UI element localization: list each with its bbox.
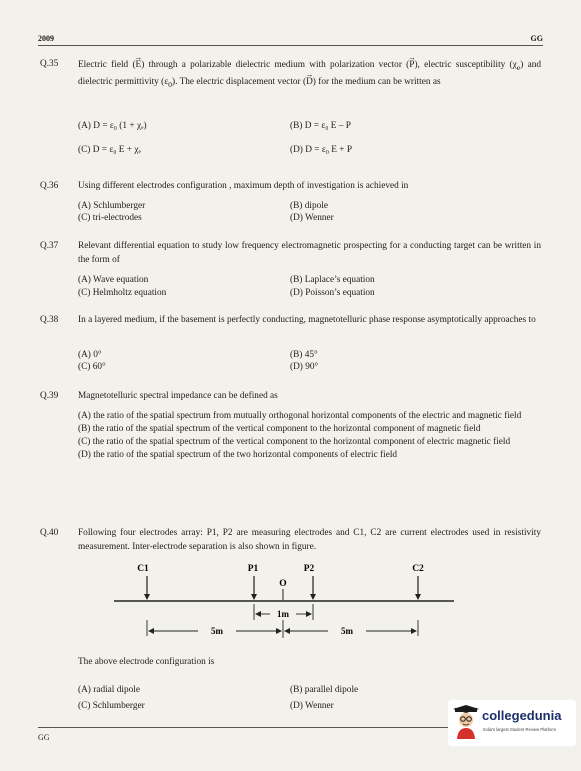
- logo-name: collegedunia: [482, 708, 562, 723]
- electrode-c2-tip: [415, 594, 421, 600]
- option-b[interactable]: (B) Laplace’s equation: [290, 275, 375, 285]
- label-c1: C1: [137, 564, 149, 574]
- option-d[interactable]: (D) Wenner: [290, 213, 334, 223]
- header-year: 2009: [38, 34, 54, 43]
- question-40-continuation: [40, 656, 541, 711]
- option-a[interactable]: (A) radial dipole: [78, 685, 140, 695]
- question-number: Q.39: [40, 391, 59, 401]
- question-text: Using different electrodes configuration , maximum depth of investigation is achieved in: [78, 181, 409, 191]
- header-code: GG: [530, 34, 543, 43]
- label-origin: O: [279, 579, 287, 589]
- question-text: In a layered medium, if the basement is perfectly conducting, magnetotelluric phase response asymptotically approaches to: [78, 315, 536, 325]
- question-number: Q.36: [40, 181, 59, 191]
- option-d[interactable]: (D) 90°: [290, 362, 319, 372]
- option-b[interactable]: (B) 45°: [290, 350, 318, 360]
- option-a[interactable]: (A) D = ε₀ (1 + χₑ): [78, 121, 147, 131]
- question-text-after-figure: The above electrode configuration is: [78, 657, 215, 667]
- question-39: [40, 390, 541, 461]
- electrode-p2-tip: [310, 594, 316, 600]
- footer-code: GG: [38, 733, 50, 742]
- option-a[interactable]: (A) the ratio of the spatial spectrum from mutually orthogonal horizontal components of the electric and magnetic field: [78, 410, 522, 421]
- option-c[interactable]: (C) Schlumberger: [78, 701, 145, 711]
- option-a[interactable]: (A) 0°: [78, 350, 102, 360]
- dim-1m-arrow-right: [306, 611, 312, 617]
- electrode-c1-tip: [144, 594, 150, 600]
- dim-5m-left-arrow: [148, 628, 154, 634]
- question-text: Magnetotelluric spectral impedance can be defined as: [78, 391, 278, 401]
- options: [40, 410, 541, 461]
- question-number: Q.40: [40, 528, 59, 538]
- option-b[interactable]: (B) D = ε₀ E – P: [290, 121, 351, 131]
- question-37: [40, 240, 541, 298]
- dim-1m-arrow-left: [255, 611, 261, 617]
- option-d[interactable]: (D) Poisson’s equation: [290, 288, 375, 298]
- option-c[interactable]: (C) 60°: [78, 362, 106, 372]
- electrode-p1-tip: [251, 594, 257, 600]
- student-avatar-icon: [452, 705, 480, 739]
- question-text: Electric field (→ E) through a polarizable dielectric medium with polarization vector (→ P), electric susceptibility $(\chi_e)$ and dielectric permittivity $(\varepsilon_0)$. The electric displacement vector (→ D) for the medium can be written as: [78, 58, 541, 92]
- question-36: [40, 180, 541, 223]
- option-a[interactable]: (A) Wave equation: [78, 275, 149, 285]
- dim-5m-left-arrow-end: [276, 628, 282, 634]
- label-p2: P2: [303, 564, 315, 574]
- logo-tagline: India's largest Student Review Platform: [483, 727, 556, 732]
- option-d[interactable]: (D) Wenner: [290, 701, 334, 711]
- label-c2: C2: [412, 564, 424, 574]
- option-c[interactable]: (C) D = ε₀ E + χₑ: [78, 145, 141, 155]
- option-c[interactable]: (C) the ratio of the spatial spectrum of the vertical component to the horizontal component of electric magnetic field: [78, 436, 511, 447]
- question-text: Following four electrodes array: P1, P2 are measuring electrodes and C1, C2 are current electrodes used in resistivity measurement. Inter-electrode separation is also shown in figure.: [78, 528, 541, 552]
- header-rule: [38, 45, 543, 46]
- option-b[interactable]: (B) parallel dipole: [290, 685, 359, 695]
- option-c[interactable]: (C) Helmholtz equation: [78, 288, 167, 298]
- question-38: [40, 314, 541, 372]
- label-5m-right: 5m: [341, 626, 353, 636]
- option-d[interactable]: (D) D = ε₀ E + P: [290, 145, 353, 155]
- label-p1: P1: [247, 564, 259, 574]
- question-40: [40, 527, 541, 554]
- question-number: Q.38: [40, 315, 59, 325]
- dim-5m-right-arrow: [411, 628, 417, 634]
- question-35: [40, 58, 542, 155]
- option-d[interactable]: (D) the ratio of the spatial spectrum of the two horizontal components of electric field: [78, 449, 398, 460]
- label-1m: 1m: [277, 609, 289, 619]
- label-5m-left: 5m: [211, 626, 223, 636]
- electrode-array-diagram: [100, 560, 480, 652]
- option-c[interactable]: (C) tri-electrodes: [78, 213, 142, 223]
- question-number: Q.37: [40, 241, 59, 251]
- collegedunia-watermark[interactable]: [448, 700, 576, 746]
- question-text: Relevant differential equation to study low frequency electromagnetic prospecting for a conducting target can be written in the form of: [78, 241, 541, 265]
- question-number: Q.35: [40, 59, 59, 69]
- option-a[interactable]: (A) Schlumberger: [78, 201, 146, 211]
- option-b[interactable]: (B) dipole: [290, 201, 328, 211]
- option-b[interactable]: (B) the ratio of the spatial spectrum of the vertical component to the horizontal component of magnetic field: [78, 423, 481, 434]
